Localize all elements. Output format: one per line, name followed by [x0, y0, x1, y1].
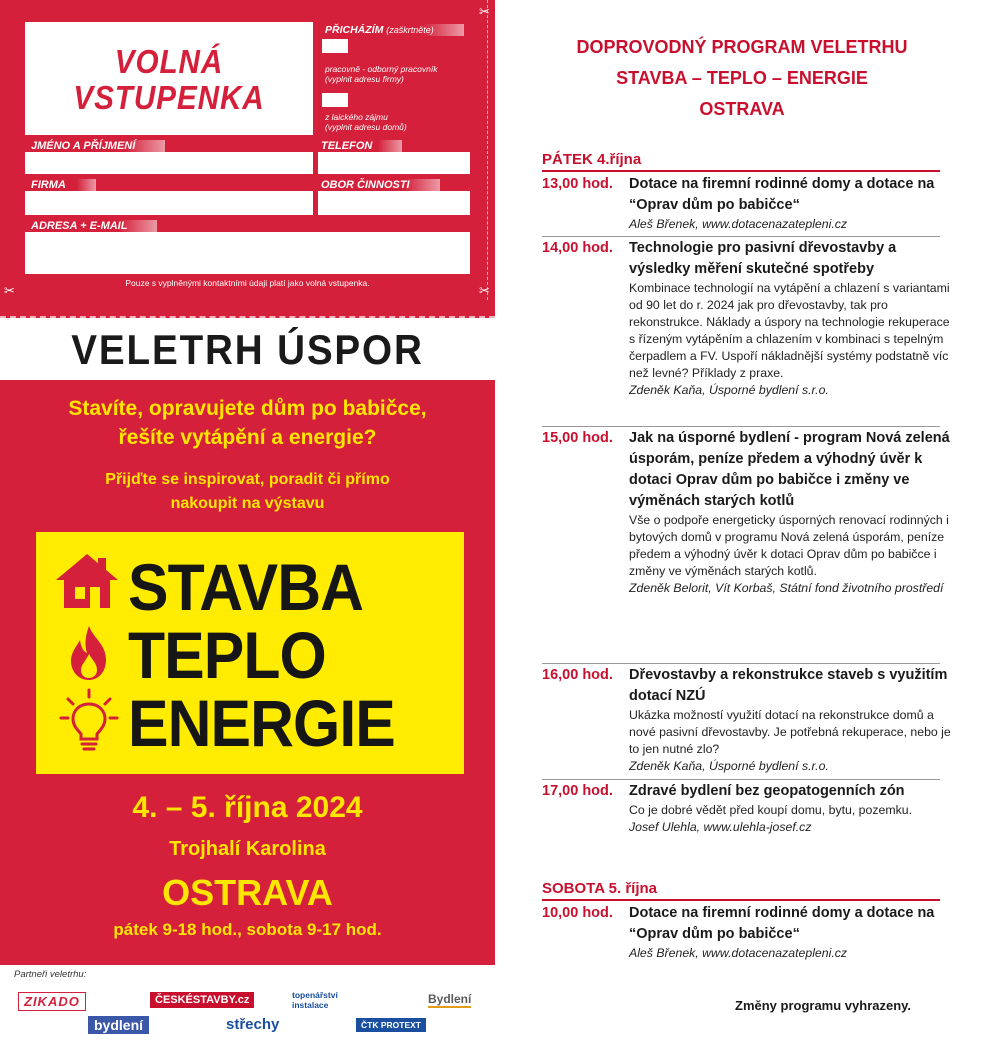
field-of-work-field[interactable] — [318, 191, 470, 215]
phone-field[interactable] — [318, 152, 470, 174]
company-field[interactable] — [25, 191, 313, 215]
promo-invite: Přijďte se inspirovat, poradit či přímo nakoupit na výstavu — [105, 471, 390, 512]
partner-logo-ceskestavby: ČESKÉSTAVBY.cz — [150, 992, 254, 1008]
program-title: DOPROVODNÝ PROGRAM VELETRHU STAVBA – TEPLO – ENERGIE OSTRAVA — [576, 37, 908, 119]
light-bulb-icon — [58, 687, 120, 757]
ticket-title-box — [25, 22, 313, 135]
veletrh-heading: VELETRH ÚSPOR — [0, 320, 495, 380]
ticket-cut-line — [487, 0, 488, 300]
name-label: JMÉNO A PŘÍJMENÍ — [31, 140, 165, 152]
option-professional-label: pracovně - odborný pracovník (vyplnit adresu firmy) — [325, 64, 438, 84]
name-field[interactable] — [25, 152, 313, 174]
phone-label: TELEFON — [321, 140, 402, 152]
promo-question: Stavíte, opravujete dům po babičce, řešíte vytápění a energie? — [68, 397, 427, 449]
field-of-work-label: OBOR ČINNOSTI — [321, 179, 440, 191]
word-stavba: STAVBA — [128, 550, 364, 624]
program-footnote: Změny programu vyhrazeny. — [735, 998, 912, 1013]
flame-icon — [66, 624, 112, 682]
option-private-label: z laického zájmu (vyplnit adresu domů) — [325, 112, 407, 132]
promo-panel — [0, 380, 495, 965]
checkbox-private[interactable] — [322, 93, 348, 107]
ticket-note: Pouze s vyplněnými kontaktními údaji platí jako volná vstupenka. — [125, 278, 370, 288]
partner-logo-strechy: střechy — [226, 1016, 280, 1033]
separator — [542, 663, 940, 664]
fair-hours: pátek 9-18 hod., sobota 9-17 hod. — [113, 920, 382, 939]
address-field[interactable] — [25, 232, 470, 274]
ticket-title: VOLNÁ VSTUPENKA — [73, 43, 265, 116]
word-energie: ENERGIE — [128, 686, 395, 760]
right-column: DOPROVODNÝ PROGRAM VELETRHU STAVBA – TEPLO – ENERGIE OSTRAVA PÁTEK 4.října 13,00 hod. Dotace na firemní rodinné domy a dotace na “Oprav dům po babičce“ Aleš Břenek, www.dotacenazatepleni.cz 14,00 hod. Technologie pro pasivní dřevostavby a výsledky měření skutečné spotřeby Kombinace technologií na vytápění a chlazení s variantami od 90 let do r. 2024 jak pro dřevostavby, tak pro rekonstrukce. Náklady a úspory na technologie rekuperace s řízeným vytápěním a chlazením v kombinaci s tepelným čerpadlem a FV. Uspoří nákladnější systémy podstatně víc než levné? Příklady z praxe. Zdeněk Kaňa, Úsporné bydlení s.r.o. 15,00 hod. Jak na úsporné bydlení - program Nová zelená úsporám, peníze předem a výhodný úvěr k dotaci Oprav dům po babičce i změny ve výměnách starých kotlů Vše o podpoře energeticky úsporných renovací rodinných i bytových domů v programu Nová zelená úsporám, peníze předem a výhodný úvěr k dotaci Oprav dům po babičce i změny ve výměnách starých kotlů. Zdeněk Belorit, Vít Korbaš, Státní fond životního prostředí 16,00 hod. Dřevostavby a rekonstrukce staveb s využitím dotací NZÚ Ukázka možností využití dotací na rekonstrukce domů a nové pasivní dřevostavby. Je potřebná rekuperace, nebo je to jen nutné zlo? Zdeněk Kaňa, Úsporné bydlení s.r.o. 17,00 hod. Zdravé bydlení bez geopatogenních zón Co je dobré vědět před koupí domu, bytu, pozemku. Josef Ulehla, www.ulehla-josef.cz SOBOTA 5. října 10,00 hod. Dotace na firemní rodinné domy a dotace na “Oprav dům po babičce“ Aleš Břenek, www.dotacenazatepleni.cz Změny programu vyhrazeny. — [495, 0, 989, 1050]
scissors-icon: ✂ — [479, 283, 490, 298]
checkbox-professional[interactable] — [322, 39, 348, 53]
partner-logo-bydleni-magazine: bydlení — [88, 1016, 149, 1034]
house-icon — [54, 552, 120, 610]
fair-date: 4. – 5. října 2024 — [132, 791, 363, 824]
partner-logo-topenarstvi: topenářství instalace — [292, 990, 338, 1010]
separator — [542, 779, 940, 780]
fair-logo-box — [36, 532, 464, 774]
fair-venue: Trojhalí Karolina — [169, 838, 326, 860]
partner-logo-ctk-protext: ČTK PROTEXT — [356, 1018, 426, 1032]
separator — [542, 236, 940, 237]
day-saturday: SOBOTA 5. října — [542, 879, 940, 901]
partner-logo-bydleni: Bydlení — [428, 992, 472, 1006]
day-friday: PÁTEK 4.října — [542, 150, 940, 172]
company-label: FIRMA — [31, 179, 96, 191]
word-teplo: TEPLO — [128, 618, 326, 692]
partner-logo-zikado: ZIKADO — [18, 992, 86, 1011]
separator — [542, 426, 940, 427]
address-label: ADRESA + E-MAIL — [31, 220, 157, 232]
fair-city: OSTRAVA — [162, 872, 333, 913]
partners-label: Partneři veletrhu: — [14, 969, 87, 980]
free-ticket — [0, 0, 495, 318]
scissors-icon: ✂ — [479, 4, 490, 19]
scissors-icon: ✂ — [4, 283, 15, 298]
prichazim-label: PŘICHÁZÍM (zaškrtněte) — [325, 24, 464, 36]
